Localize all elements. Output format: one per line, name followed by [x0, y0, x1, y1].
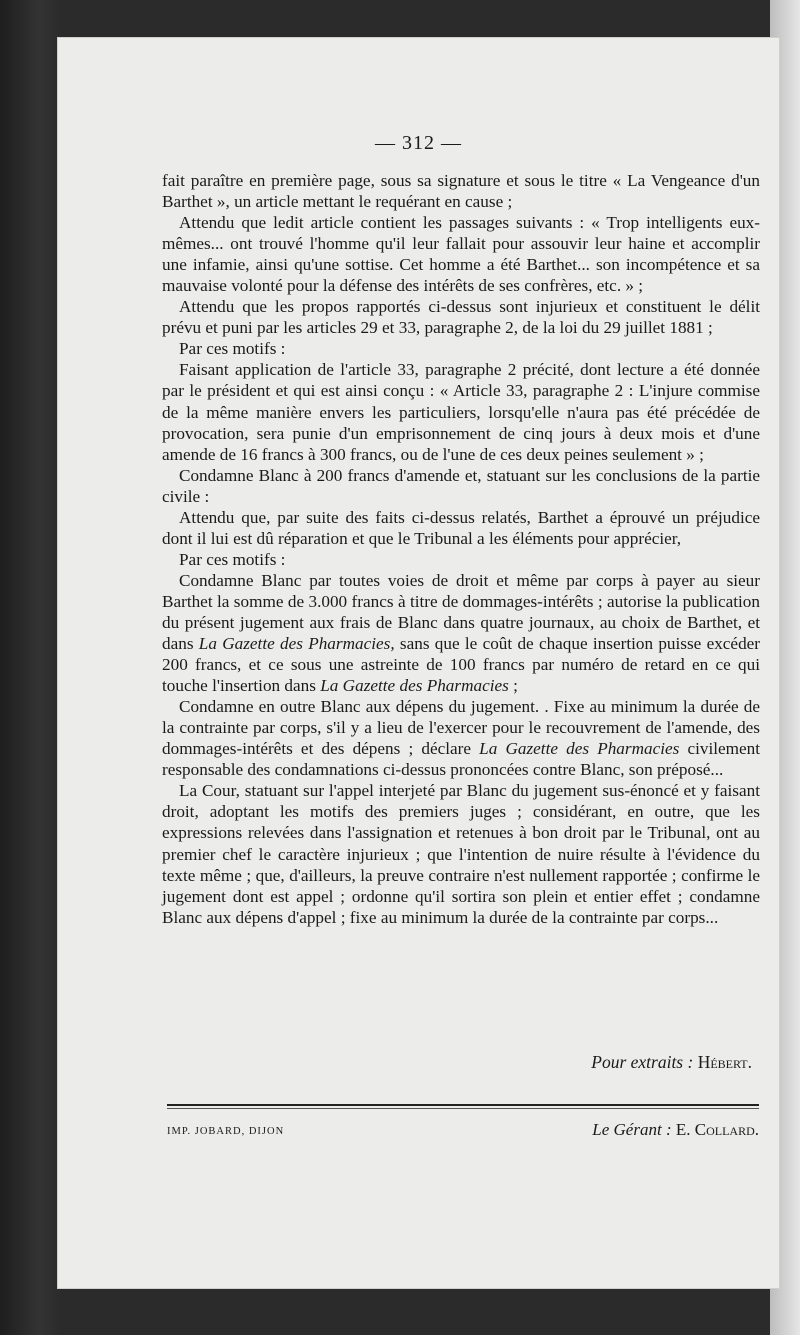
paragraph-outre: [162, 696, 760, 780]
paragraph-cour: La Cour, statuant sur l'appel interjeté par Blanc du jugement sus-énoncé et y faisant droit, adoptant les motifs des premiers juges ; considérant, en outre, que les expressions relevées dans l'assignation et retenues à bon droit par le Tribunal, ont au premier chef le caractère injurieux ; que l'intention de nuire résulte à l'évidence du texte même ; que, d'ailleurs, la preuve contraire n'est nullement rapportée ; confirme le jugement dont est appel ; ordonne qu'il sortira son plein et entier effet ; condamne Blanc aux dépens d'appel ; fixe au minimum la durée de la contrainte par corps...: [162, 781, 760, 927]
gazette-title: La Gazette des Pharmacies: [479, 739, 680, 759]
paragraph-condamne-part3: ;: [508, 676, 518, 696]
paragraph-1: fait paraître en première page, sous sa signature et sous le titre « La Vengeance d'un Barthet », un article mettant le requérant en cause ;: [162, 171, 760, 212]
paragraph-condamne-part2: sans que le coût de chaque insertion puisse excéder 200 francs, et ce sous une astreinte de 100 francs par numéro de retard en ce qui touche l'insertion dans: [162, 634, 761, 696]
printer-imprint: IMP. JOBARD, DIJON: [167, 1126, 285, 1137]
footer-rule: [167, 1104, 759, 1106]
gerant: [592, 1120, 759, 1140]
signature-label: Pour extraits :: [591, 1052, 694, 1072]
gerant-label: Le Gérant :: [592, 1120, 672, 1139]
paragraph-7: Attendu que, par suite des faits ci-dessus relatés, Barthet a éprouvé un préjudice dont il lui est dû réparation et que le Tribunal a les éléments pour apprécier,: [162, 507, 760, 548]
signature-name: Hébert.: [697, 1052, 752, 1072]
gerant-name: E. Collard.: [675, 1120, 759, 1139]
paragraph-outre-part2: civilement responsable des condamnations ci-dessus prononcées contre Blanc, son préposé...: [162, 739, 761, 780]
gazette-title: La Gazette des Pharmacies: [320, 676, 509, 696]
paragraph-4: Par ces motifs :: [179, 339, 286, 359]
gazette-title: La Gazette des Pharmacies,: [198, 634, 395, 654]
page: [57, 37, 780, 1289]
paragraph-outre-part1: Condamne en outre Blanc aux dépens du jugement. . Fixe au minimum la durée de la contrainte par corps, s'il y a lieu de l'exercer pour le recouvrement de l'amende, des dommages-intérêts et des dépens ; déclare: [162, 697, 760, 759]
paragraph-2: Attendu que ledit article contient les passages suivants : « Trop intelligents eux-mêmes... ont trouvé l'homme qu'il leur fallait pour assouvir leur haine et accomplir une infamie, ainsi qu'une sottise. Cet homme a été Barthet... son incompétence et sa mauvaise volonté pour la défense des intérêts de ses confrères, etc. » ;: [162, 213, 760, 296]
body-text: [162, 170, 760, 928]
paragraph-3: Attendu que les propos rapportés ci-dessus sont injurieux et constituent le délit prévu et puni par les articles 29 et 33, paragraphe 2, de la loi du 29 juillet 1881 ;: [162, 297, 760, 338]
paragraph-condamne-part1: Condamne Blanc par toutes voies de droit et même par corps à payer au sieur Barthet la somme de 3.000 francs à titre de dommages-intérêts ; autorise la publication du présent jugement aux frais de Blanc dans quatre journaux, au choix de Barthet, et dans: [162, 570, 760, 654]
paragraph-6: Condamne Blanc à 200 francs d'amende et, statuant sur les conclusions de la partie civile :: [162, 465, 760, 506]
paragraph-8: Par ces motifs :: [179, 549, 286, 569]
paragraph-condamne: [162, 570, 760, 696]
paragraph-5: Faisant application de l'article 33, paragraphe 2 précité, dont lecture a été donnée par le président et qui est ainsi conçu : « Article 33, paragraphe 2 : L'injure commise de la même manière envers les particuliers, lorsqu'elle n'aura pas été précédée de provocation, sera punie d'un emprisonnement de cinq jours à deux mois et d'une amende de 16 francs à 300 francs, ou de l'une de ces deux peines seulement » ;: [162, 360, 760, 464]
footer-rule-thin: [167, 1108, 759, 1109]
page-number: — 312 —: [375, 132, 462, 154]
signature: [162, 1052, 752, 1073]
footer: [167, 1120, 759, 1146]
